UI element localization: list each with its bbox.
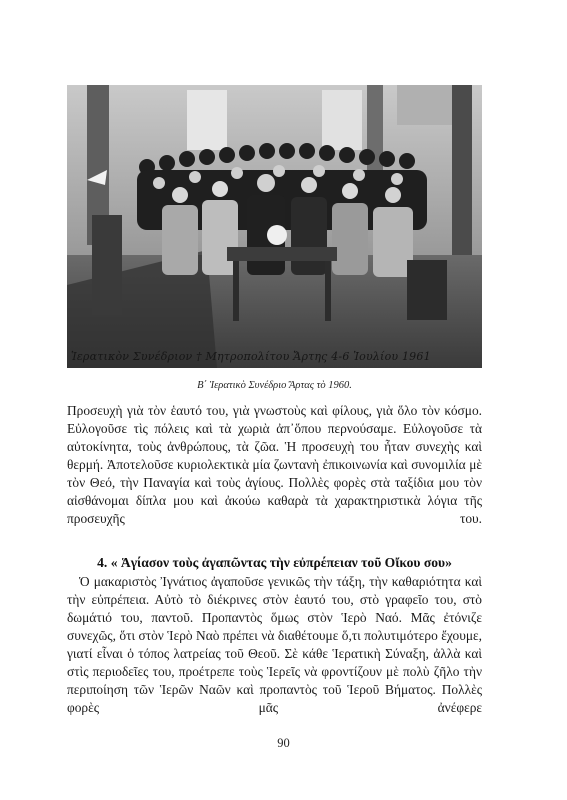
photo-caption: Β΄ Ἱερατικὸ Συνέδριο Ἄρτας τὸ 1960. xyxy=(197,380,352,391)
paragraph-1 xyxy=(67,402,482,528)
photo-illustration xyxy=(67,85,482,368)
photo-inscription: Ἱερατικὸν Συνέδριον † Μητροπολίτου Ἄρτης 4-6 Ἰουλίου 1961 xyxy=(71,350,431,363)
paragraph-2 xyxy=(67,573,482,717)
paragraph-1-text: Προσευχὴ γιὰ τὸν ἑαυτό του, γιὰ γνωστοὺς καὶ φίλους, γιὰ ὅλο τὸν κόσμο. Εὐλογοῦσε τὶς πόλεις καὶ τὰ χωριὰ ἀπ᾿ὅπου περνούσαμε. Εὐλογοῦσε τὰ αὐτοκίνητα, τοὺς ἀνθρώπους, τὰ ζῶα. Ἡ προσευχὴ του ἦταν συνεχὴς καὶ θερμή. Ἀποτελοῦσε κυριολεκτικὰ μία ζωντανὴ ἐπικοινωνία καὶ συνομιλία μὲ τὸν Θεό, τὴν Παναγία καὶ τοὺς ἁγίους. Πολλὲς φορὲς στὰ ταξίδια μου τὸν αἰσθάνομαι δίπλα μου καὶ ἀκούω καθαρὰ τὰ χαρακτηριστικὰ λόγια τῆς προσευχῆς του. xyxy=(67,403,482,526)
page-number: 90 xyxy=(277,736,290,750)
section-heading: 4. « Ἁγίασον τοὺς ἀγαπῶντας τὴν εὐπρέπειαν τοῦ Οἴκου σου» xyxy=(97,555,452,570)
paragraph-2-text: Ὁ μακαριστὸς Ἰγνάτιος ἀγαποῦσε γενικῶς τὴν τάξη, τὴν καθαριότητα καὶ τὴν εὐπρέπεια. Αὐτὸ τὸ διέκρινες στὸν ἑαυτό του, στὸ γραφεῖο του, στὸ δωμάτιό του, παντοῦ. Προπαντὸς ὅμως στὸν Ἱερὸ Ναό. Μᾶς ἐτόνιζε συνεχῶς, ὅτι στὸν Ἱερὸ Ναὸ πρέπει νὰ διαθέτουμε ὅ,τι πολυτιμότερο ἔχουμε, γιατί εἶναι ὁ τόπος λατρείας τοῦ Θεοῦ. Σὲ κάθε Ἱερατικὴ Σύναξη, ἀλλὰ καὶ στὶς περιοδεῖες του, προέτρεπε τοὺς Ἱερεῖς νὰ φροντίζουν μὲ πολὺ ζῆλο τὴν περιποίηση τῶν Ἱερῶν Ναῶν καὶ προπαντὸς τοῦ Ἱεροῦ Βήματος. Πολλὲς φορὲς μᾶς ἀνέφερε xyxy=(67,574,482,715)
group-photograph xyxy=(67,85,482,368)
